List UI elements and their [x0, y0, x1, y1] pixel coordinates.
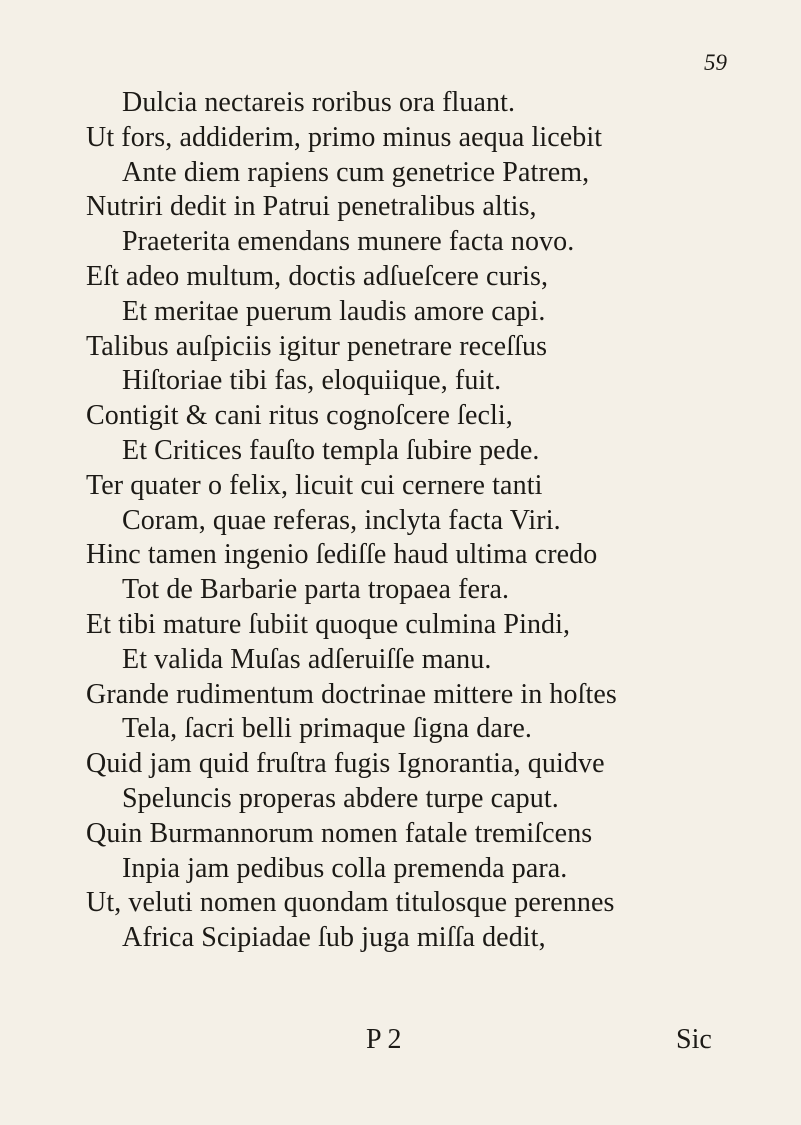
verse-line: Contigit & cani ritus cognoſcere ſecli, [86, 400, 513, 432]
verse-line: Ante diem rapiens cum genetrice Patrem, [122, 156, 590, 188]
verse-line: Ut, veluti nomen quondam titulosque perennes [86, 887, 615, 919]
verse-line: Quin Burmannorum nomen fatale tremiſcens [86, 817, 593, 849]
catchword: Sic [676, 1024, 712, 1055]
verse-line: Quid jam quid fruſtra fugis Ignorantia, quidve [86, 748, 605, 780]
verse-line: Coram, quae referas, inclyta facta Viri. [122, 504, 561, 536]
verse-line: Et meritae puerum laudis amore capi. [122, 295, 546, 327]
verse-line: Dulcia nectareis roribus ora fluant. [122, 87, 516, 118]
verse-line: Et Critices fauſto templa ſubire pede. [122, 434, 540, 466]
verse-line: Grande rudimentum doctrinae mittere in hoſtes [86, 678, 617, 710]
verse-line: Inpia jam pedibus colla premenda para. [122, 852, 568, 884]
verse-line: Ut fors, addiderim, primo minus aequa licebit [86, 121, 603, 153]
verse-line: Speluncis properas abdere turpe caput. [122, 782, 559, 814]
verse-line: Tot de Barbarie parta tropaea fera. [122, 574, 510, 606]
verse-line: Eſt adeo multum, doctis adſueſcere curis, [86, 260, 549, 292]
verse-line: Nutriri dedit in Patrui penetralibus altis, [86, 191, 537, 223]
verse-line: Praeterita emendans munere facta novo. [122, 226, 575, 258]
verse-line: Hiſtoriae tibi fas, eloquiique, fuit. [122, 365, 502, 397]
verse-line: Hinc tamen ingenio ſediſſe haud ultima credo [86, 539, 598, 571]
verse-line: Ter quater o felix, licuit cui cernere tanti [86, 469, 543, 501]
poem-text [0, 86, 801, 956]
signature-mark: P 2 [366, 1024, 402, 1055]
verse-line: Et tibi mature ſubiit quoque culmina Pindi, [86, 608, 571, 640]
page-number: 59 [704, 50, 727, 75]
verse-line: Tela, ſacri belli primaque ſigna dare. [122, 713, 532, 745]
verse-line: Et valida Muſas adſeruiſſe manu. [122, 643, 492, 675]
verse-line: Talibus auſpiciis igitur penetrare receſſus [86, 330, 548, 362]
page-footer [0, 1023, 801, 1057]
verse-line: Africa Scipiadae ſub juga miſſa dedit, [122, 922, 546, 954]
